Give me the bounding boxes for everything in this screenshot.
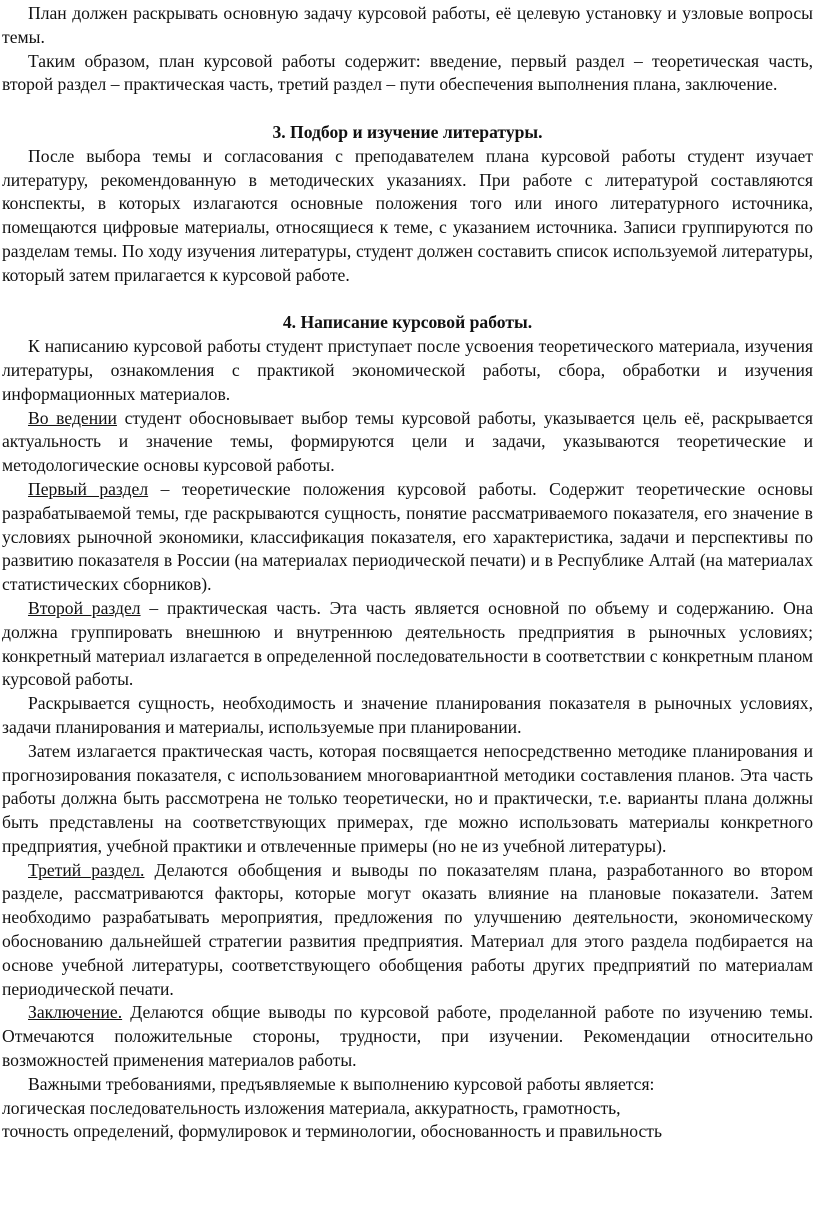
paragraph-conclusion [2,1001,813,1072]
second-section-text: – практическая часть. Эта часть является основной по объему и содержанию. Она должна группировать внешнюю и внутреннюю деятельность предприятия в рыночных условиях; конкретный материал излагается в определенной последовательности в соответствии с конкретным планом курсовой работы. [2,597,813,690]
introduction-label: Во ведении [28,407,117,428]
introduction-text: студент обосновывает выбор темы курсовой работы, указывается цель её, раскрывается актуальность и значение темы, формируются цели и задачи, указываются теоретические и методологические основы курсовой работы. [2,407,814,476]
paragraph-writing-intro: К написанию курсовой работы студент приступает после усвоения теоретического материала, изучения литературы, ознакомления с практикой экономической работы, сбора, обработки и изучения информационных материалов. [2,336,813,404]
paragraph-plan-purpose: План должен раскрывать основную задачу курсовой работы, её целевую установку и узловые вопросы темы. [2,3,813,47]
paragraph-first-section [2,478,813,597]
paragraph-third-section [2,859,813,1002]
paragraph-practical-part: Затем излагается практическая часть, которая посвящается непосредственно методике планирования и прогнозирования показателя, с использованием многовариантной методики составления планов. Эта часть работы должна быть рассмотрена не только теоретически, но и практически, т.е. варианты плана должны быть представлены на соответствующих примерах, где можно использовать материалы конкретного предприятия, учебной практики и отвлеченные примеры (но не из учебной литературы). [2,740,813,856]
conclusion-label: Заключение. [28,1002,123,1023]
conclusion-text: Делаются общие выводы по курсовой работе, проделанной работе по изучению темы. Отмечаются положительные стороны, трудности, при изучении. Рекомендации относительно возможностей применения материалов работы. [2,1002,813,1071]
second-section-label: Второй раздел [28,597,141,618]
paragraph-literature: После выбора темы и согласования с преподавателем плана курсовой работы студент изучает литературу, рекомендованную в методических указаниях. При работе с литературой составляются конспекты, в которых излагаются основные положения того или иного литературного источника, помещаются цифровые материалы, относящиеся к теме, с указанием источника. Записи группируются по разделам темы. По ходу изучения литературы, студент должен составить список используемой литературы, который затем прилагается к курсовой работе. [2,145,813,285]
third-section-text: Делаются обобщения и выводы по показателям плана, разработанного во втором разделе, рассматриваются факторы, которые могут оказать влияние на плановые показатели. Затем необходимо разрабатывать мероприятия, предложения по улучшению деятельности, экономическому обоснованию дальнейшей стратегии развития предприятия. Материал для этого раздела подбирается на основе учебной литературы, соответствующего обобщения работы других предприятий по материалам периодической печати. [2,859,813,999]
section-heading-writing: 4. Написание курсовой работы. [282,312,533,333]
first-section-label: Первый раздел [28,478,149,499]
first-section-text: – теоретические положения курсовой работы. Содержит теоретические основы разрабатываемой темы, где раскрываются сущность, понятие рассматриваемого показателя, его значение в условиях рыночной экономики, классификация показателя, его характеристика, задачи и перспективы по развитию показателя в России (на материалах периодической печати) и в Республике Алтай (на материалах статистических сборников). [2,478,813,595]
paragraph-planning-essence: Раскрывается сущность, необходимость и значение планирования показателя в рыночных условиях, задачи планирования и материалы, используемые при планировании. [2,693,813,737]
paragraph-requirements-line-2: логическая последовательность изложения материала, аккуратность, грамотность, [2,1097,621,1118]
paragraph-requirements-line-3: точность определений, формулировок и терминологии, обоснованность и правильность [2,1121,662,1142]
paragraph-introduction [2,407,813,478]
paragraph-requirements-line-1: Важными требованиями, предъявляемые к выполнению курсовой работы является: [28,1073,655,1094]
paragraph-second-section [2,597,813,692]
section-heading-literature: 3. Подбор и изучение литературы. [272,121,543,142]
spacer [2,97,813,121]
spacer [2,288,813,312]
paragraph-plan-structure: Таким образом, план курсовой работы содержит: введение, первый раздел – теоретическая часть, второй раздел – практическая часть, третий раздел – пути обеспечения выполнения плана, заключение. [2,50,813,95]
third-section-label: Третий раздел. [28,859,145,880]
